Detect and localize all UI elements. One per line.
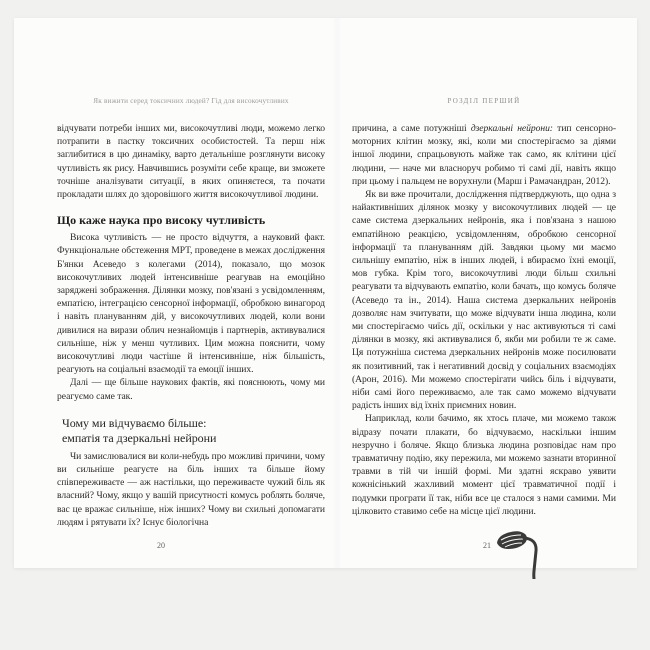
empathy-paragraph: Чи замислювалися ви коли-небудь про можливі причини, чому ви сильніше реагуєте на біль інших та більше йому співпереживаєте — аж настільки, що переживаєте чужий біль як власний? Чому, якщо у вашій присутності комусь роблять боляче, вас це вражає сильніше, ніж інших? Чому ви схильні допомагати людям і рятувати їх? Існує біологічна: [57, 450, 325, 528]
subsection-heading-line1: Чому ми відчуваємо більше:: [62, 415, 207, 430]
research-paragraph: Як ви вже прочитали, дослідження підтверджують, що одна з найактивніших ділянок мозку у високочутливих людей — це саме система дзеркальних нейронів, яка і пов'язана з нашою емпатійною реакцією, усвідомленням, обробкою сенсорної інформації та плануванням дій. Завдяки цьому ми маємо сильнішу емпатію, ніж в інших людей, і вбираємо їхні емоції, мов губка. Крім того, високочутливі люди більш схильні реагувати та відчувають емпатію, коли бачать, що комусь боляче (Асеведо та ін., 2014). Наша система дзеркальних нейронів дозволяє нам зчитувати, що може відчувати інша людина, коли ми спостерігаємо чиїсь дії, оскільки у нас активуються ті самі ділянки в мозку, які активувалися б, якби ми робили те ж саме. Ця потужніша система дзеркальних нейронів може посилювати як позитивний, так і негативний досвід у соціальних взаємодіях (Арон, 2016). Ми можемо спостерігати чийсь біль і відчувати, ніби самі його переживаємо, але так само можемо відчувати радість інших від їхніх приємних новин.: [352, 189, 616, 412]
page-number-left: 20: [157, 541, 165, 550]
mirror-paragraph-post: тип сенсорно-моторних клітин мозку, які, коли ми спостерігаємо за діями іншої людини, спрацьовують майже так само, як клітини цієї людини, — наче ми власноруч робимо ті самі дії, навіть якщо при цьому і пальцем не ворухнули (Марш і Рамачандран, 2012).: [352, 123, 616, 187]
mirror-paragraph-pre: причина, а саме потужніші: [352, 123, 471, 134]
example-paragraph: Наприклад, коли бачимо, як хтось плаче, ми можемо також відразу почати плакати, бо відчуваємо, наскільки іншим незручно і боляче. Якщо близька людина розповідає нам про травматичну подію, яку пережила, ми можемо зазнати вторинної травми в тій чи іншій формі. Ми здатні яскраво уявити кожнісінький жахливий момент цієї травматичної події і подумки програти її так, ніби все це сталося з нами самими. Ми цілковито ставимо себе на місце цієї людини.: [352, 413, 616, 517]
left-page-text: [57, 122, 325, 529]
page-gutter: [332, 18, 342, 568]
right-page-text: [352, 122, 616, 518]
flower-bud-illustration: [495, 527, 541, 584]
mirror-neurons-paragraph: [352, 122, 616, 188]
running-head-right: РОЗДІЛ ПЕРШИЙ: [447, 97, 521, 105]
subsection-heading-line2: емпатія та дзеркальні нейрони: [62, 431, 217, 446]
mirror-neurons-term: дзеркальні нейрони:: [470, 123, 553, 134]
running-head-left: Як вижити серед токсичних людей? Гід для високочутливих: [93, 97, 289, 105]
transition-paragraph: Далі — ще більше наукових фактів, які пояснюють, чому ми реагуємо саме так.: [57, 377, 325, 402]
book-spread: [14, 18, 637, 568]
intro-paragraph: відчувати потреби інших ми, високочутливі люди, можемо легко потрапити в пастку токсичних особистостей. Та перш ніж заглибитися в цю динаміку, варто детальніше розглянути високу чутливість як рису. Навчившись розуміти себе краще, ви зможете точніше аналізувати ситуації, в яких опиняєтеся, та почати прокладати шлях до здоровішого життя високочутливої людини.: [57, 123, 325, 201]
page-number-right: 21: [483, 541, 491, 550]
science-paragraph: Висока чутливість — не просто відчуття, а науковий факт. Функціональне обстеження МРТ, проведене в межах дослідження Б'янки Асеведо з колегами (2014), показало, що мозок високочутливих людей інтенсивніше реагував на емоційно заряджені зображення. Ділянки мозку, пов'язані з усвідомленням, емпатією, інтеграцією сенсорної інформації, обробкою винагород і навіть плануванням дій, у високочутливих людей, коли вони дивилися на вирази облич незнайомців і партнерів, активувалися сильніше, ніж у менш чутливих. Цим можна пояснити, чому високочутливі люди частіше й інтенсивніше, ніж більшість, реагують на соціальні взаємодії та емоції інших.: [57, 232, 325, 376]
subsection-heading: [57, 416, 325, 447]
section-heading: Що каже наука про високу чутливість: [57, 213, 266, 228]
